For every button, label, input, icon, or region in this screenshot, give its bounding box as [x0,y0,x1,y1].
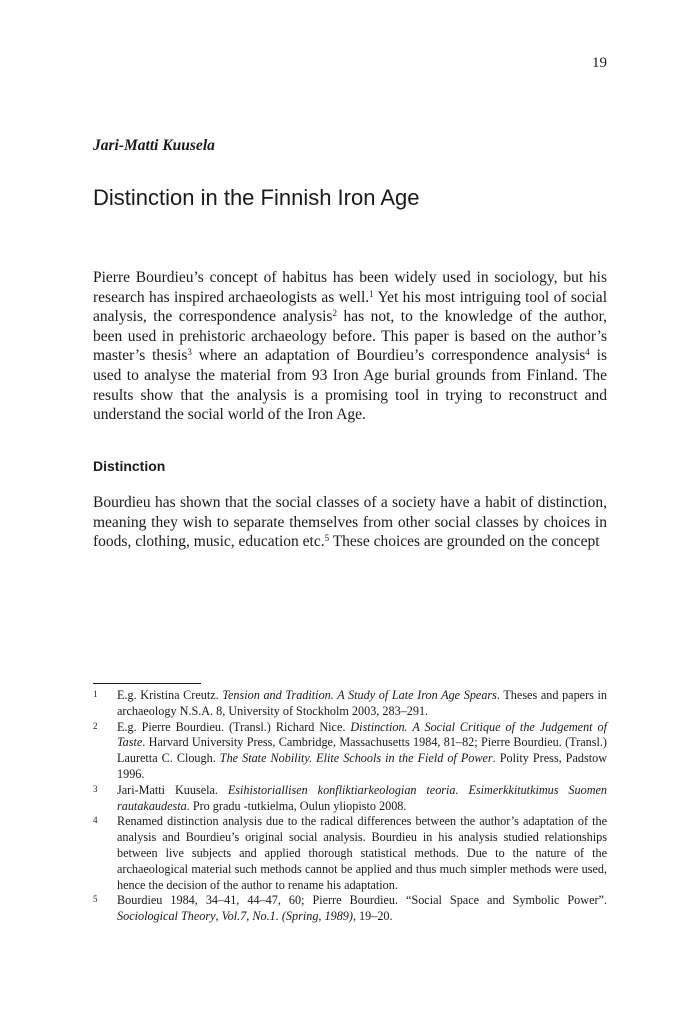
footnote-text-part: , [215,909,222,924]
footnote-text-part: . Harvard University Press, Cambridge, Massachusetts 1984, 81–82; Pierre Bourdieu. (Transl.) Lauretta C. Clough. [117,735,607,766]
footnote-ref-5: 5 [324,533,330,544]
footnote-text-part: . Pro gradu -tutkielma, Oulun yliopisto 2008. [186,798,407,813]
footnote-text-part: Renamed distinction analysis due to the radical differences between the author’s adaptation of the analysis and Bourdieu’s original social analysis. Bourdieu in his analysis studied relationships between live subjects and applied thorough statistical methods. Due to the nature of the archaeological material such methods cannot be applied and thus much simpler methods were used, hence the decision of the author to rename his adaptation. [117,814,607,892]
footnote-number: 4 [93,815,98,826]
paragraph-text: Pierre Bourdieu’s concept of habitus has been widely used in sociology, but his research has inspired archaeologists as well. [93,269,607,306]
footnote-ref-4: 4 [585,347,590,358]
paragraph-text: has not, to the knowledge of the author, been used in prehistoric archaeology before. This paper is based on the author’s master’s thesis [93,308,608,365]
body-paragraph-intro [93,268,607,425]
footnote-4 [93,814,607,893]
footnote-book-title: Tension and Tradition. A Study of Late Iron Age Spears [222,688,497,702]
footnote-text [117,783,607,815]
footnote-ref-3: 3 [187,347,192,358]
footnote-text [117,893,607,925]
footnote-text-part: Jari-Matti Kuusela. [117,782,228,797]
footnote-book-title: Distinction. A Social Critique of the Judgement of Taste [117,719,608,750]
paragraph-text: These choices are grounded on the concept [329,533,600,551]
footnote-text [117,688,607,720]
footnote-journal-title: Sociological Theory [117,909,216,924]
paragraph-text: Yet his most intriguing tool of social analysis, the correspondence analysis [93,288,607,326]
footnote-text-part: Bourdieu 1984, 34–41, 44–47, 60; Pierre Bourdieu. “Social Space and Symbolic Power”. [117,893,607,908]
footnote-number: 2 [93,720,98,731]
paragraph-text: is used to analyse the material from 93 Iron Age burial grounds from Finland. The results show that the analysis is a promising tool in trying to reconstruct and understand the social world of the Iron Age. [93,347,607,424]
section-heading: Distinction [93,458,166,474]
footnote-ref-1: 1 [369,288,374,299]
footnote-number: 3 [93,783,98,794]
body-paragraph-distinction [93,493,607,552]
footnote-number: 1 [93,689,98,699]
footnote-book-title: Esihistoriallisen konfliktiarkeologian teoria. Esimerkkitutkimus Suomen rautakaudesta [117,782,607,813]
paragraph-text: where an adaptation of Bourdieu’s correspondence analysis [191,347,586,365]
footnote-text-part: E.g. Pierre Bourdieu. (Transl.) Richard Nice. [117,719,351,734]
footnote-book-title: The State Nobility. Elite Schools in the Field of Power [219,751,493,766]
footnote-text-part: E.g. Kristina Creutz. [117,688,223,702]
footnote-ref-2: 2 [332,308,337,319]
footnote-text-part: , 19–20. [352,909,393,924]
footnote-divider [93,683,201,684]
article-title: Distinction in the Finnish Iron Age [93,185,420,210]
footnote-text [117,814,607,893]
footnote-3 [93,783,607,815]
page-number: 19 [592,55,607,71]
footnote-5 [93,893,607,925]
footnote-text-part: . Theses and papers in archaeology N.S.A. 8, University of Stockholm 2003, 283–291. [117,688,607,718]
footnotes-list [93,688,607,925]
paragraph-text: Bourdieu has shown that the social classes of a society have a habit of distinction, meaning they wish to separate themselves from other social classes by choices in foods, clothing, music, education etc. [93,494,607,551]
footnote-text-part: . Polity Press, Padstow 1996. [117,751,607,781]
footnote-journal-volume: Vol.7, No.1. (Spring, 1989) [221,909,353,924]
footnote-number: 5 [93,894,98,905]
footnote-1 [93,688,607,720]
footnote-2 [93,720,607,783]
article-author: Jari-Matti Kuusela [93,137,215,154]
footnote-text [117,720,607,783]
